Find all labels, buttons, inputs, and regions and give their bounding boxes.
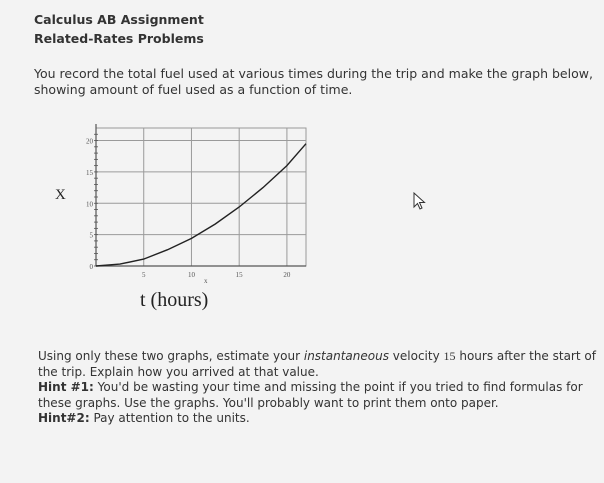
question-part1: Using only these two graphs, estimate your — [38, 349, 301, 363]
page-title: Related-Rates Problems — [34, 31, 204, 46]
question-part3: hours after the start of the trip. Explain how you arrived at that value. — [38, 349, 596, 379]
hint-1-text: You'd be wasting your time and missing the point if you tried to find formulas for these graphs. Use the graphs. You'll probably want to print them onto paper. — [38, 380, 583, 410]
y-tick-label: 0 — [89, 263, 93, 271]
intro-text: You record the total fuel used at various times during the trip and make the graph below, showing amount of fuel used as a function of time. — [34, 66, 593, 97]
question-time: 15 — [443, 349, 456, 363]
question-part2: velocity — [392, 349, 440, 363]
hint-1 — [38, 380, 598, 411]
fuel-chart-svg — [84, 120, 316, 288]
chart-x-axis-label: t (hours) — [140, 289, 209, 311]
y-tick-label: 15 — [86, 168, 93, 177]
hint-2-text: Pay attention to the units. — [93, 411, 250, 425]
chart-y-axis-label: X — [55, 187, 66, 203]
fuel-chart — [84, 120, 316, 292]
mouse-pointer-icon — [413, 192, 427, 214]
assignment-header — [34, 10, 204, 48]
course-title: Calculus AB Assignment — [34, 12, 204, 27]
x-tick-label: 5 — [141, 271, 146, 279]
question-text — [38, 349, 598, 380]
hint-2-label: Hint#2: — [38, 411, 90, 425]
question-emphasis: instantaneous — [303, 349, 389, 363]
x-tick-label: 15 — [235, 271, 243, 279]
hint-1-label: Hint #1: — [38, 380, 94, 394]
y-tick-label: 5 — [89, 231, 93, 240]
plot-frame — [96, 128, 306, 266]
question-block — [38, 349, 598, 427]
hint-2 — [38, 411, 598, 427]
x-tick-label: 20 — [283, 271, 291, 279]
y-tick-label: 20 — [86, 137, 93, 146]
fuel-curve — [96, 144, 306, 266]
y-tick-label: 10 — [86, 200, 93, 209]
x-tick-label: 10 — [187, 271, 195, 279]
x-axis-mark: x — [204, 277, 208, 285]
